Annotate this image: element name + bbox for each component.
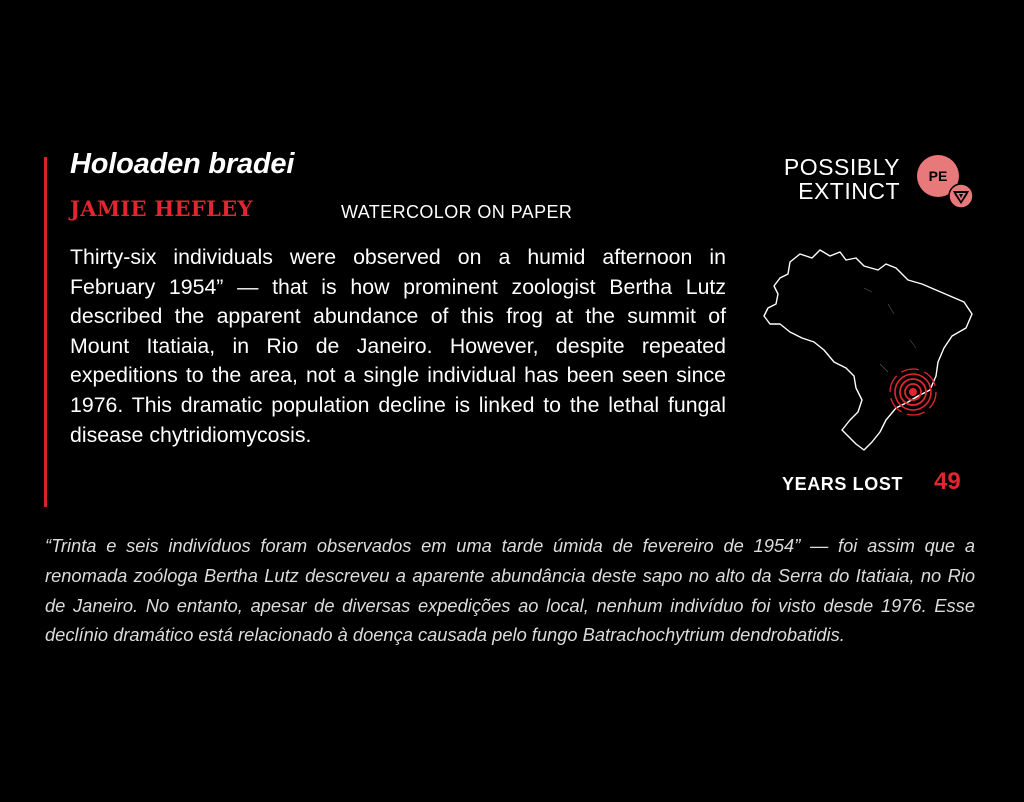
status-label bbox=[760, 155, 900, 203]
years-lost-label: YEARS LOST bbox=[782, 474, 904, 494]
species-name: Holoaden bradei bbox=[70, 148, 295, 180]
status-line-1: POSSIBLY bbox=[783, 154, 900, 180]
artwork-medium: WATERCOLOR ON PAPER bbox=[341, 202, 573, 222]
years-lost-value: 49 bbox=[934, 468, 961, 495]
description-english: Thirty-six individuals were observed on a humid afternoon in February 1954” — that is how prominent zoologist Bertha Lutz described the apparent abundance of this frog at the summit of Mount Itatiaia, in Rio de Janeiro. However, despite repeated expeditions to the area, not a single individual has been seen since 1976. This dramatic population decline is linked to the lethal fungal disease chytridiomycosis. bbox=[70, 245, 726, 447]
artist-name: JAMIE HEFLEY bbox=[70, 196, 253, 221]
status-line-2: EXTINCT bbox=[798, 178, 900, 204]
status-badge-text: PE bbox=[928, 168, 948, 184]
description-portuguese: “Trinta e seis indivíduos foram observados em uma tarde úmida de fevereiro de 1954” — foi assim que a renomada zoóloga Bertha Lutz descreveu a aparente abundância deste sapo no alto da Serra do Itatiaia, no Rio de Janeiro. No entanto, apesar de diversas expedições ao local, nenhum indivíduo foi visto desde 1976. Esse declínio dramático está relacionado à doença causada pelo fungo Batrachochytrium dendrobatidis. bbox=[45, 535, 975, 646]
accent-bar bbox=[44, 157, 47, 507]
location-target-icon bbox=[890, 369, 936, 415]
brazil-map-icon bbox=[760, 244, 975, 459]
conservation-crest-icon bbox=[948, 183, 974, 209]
